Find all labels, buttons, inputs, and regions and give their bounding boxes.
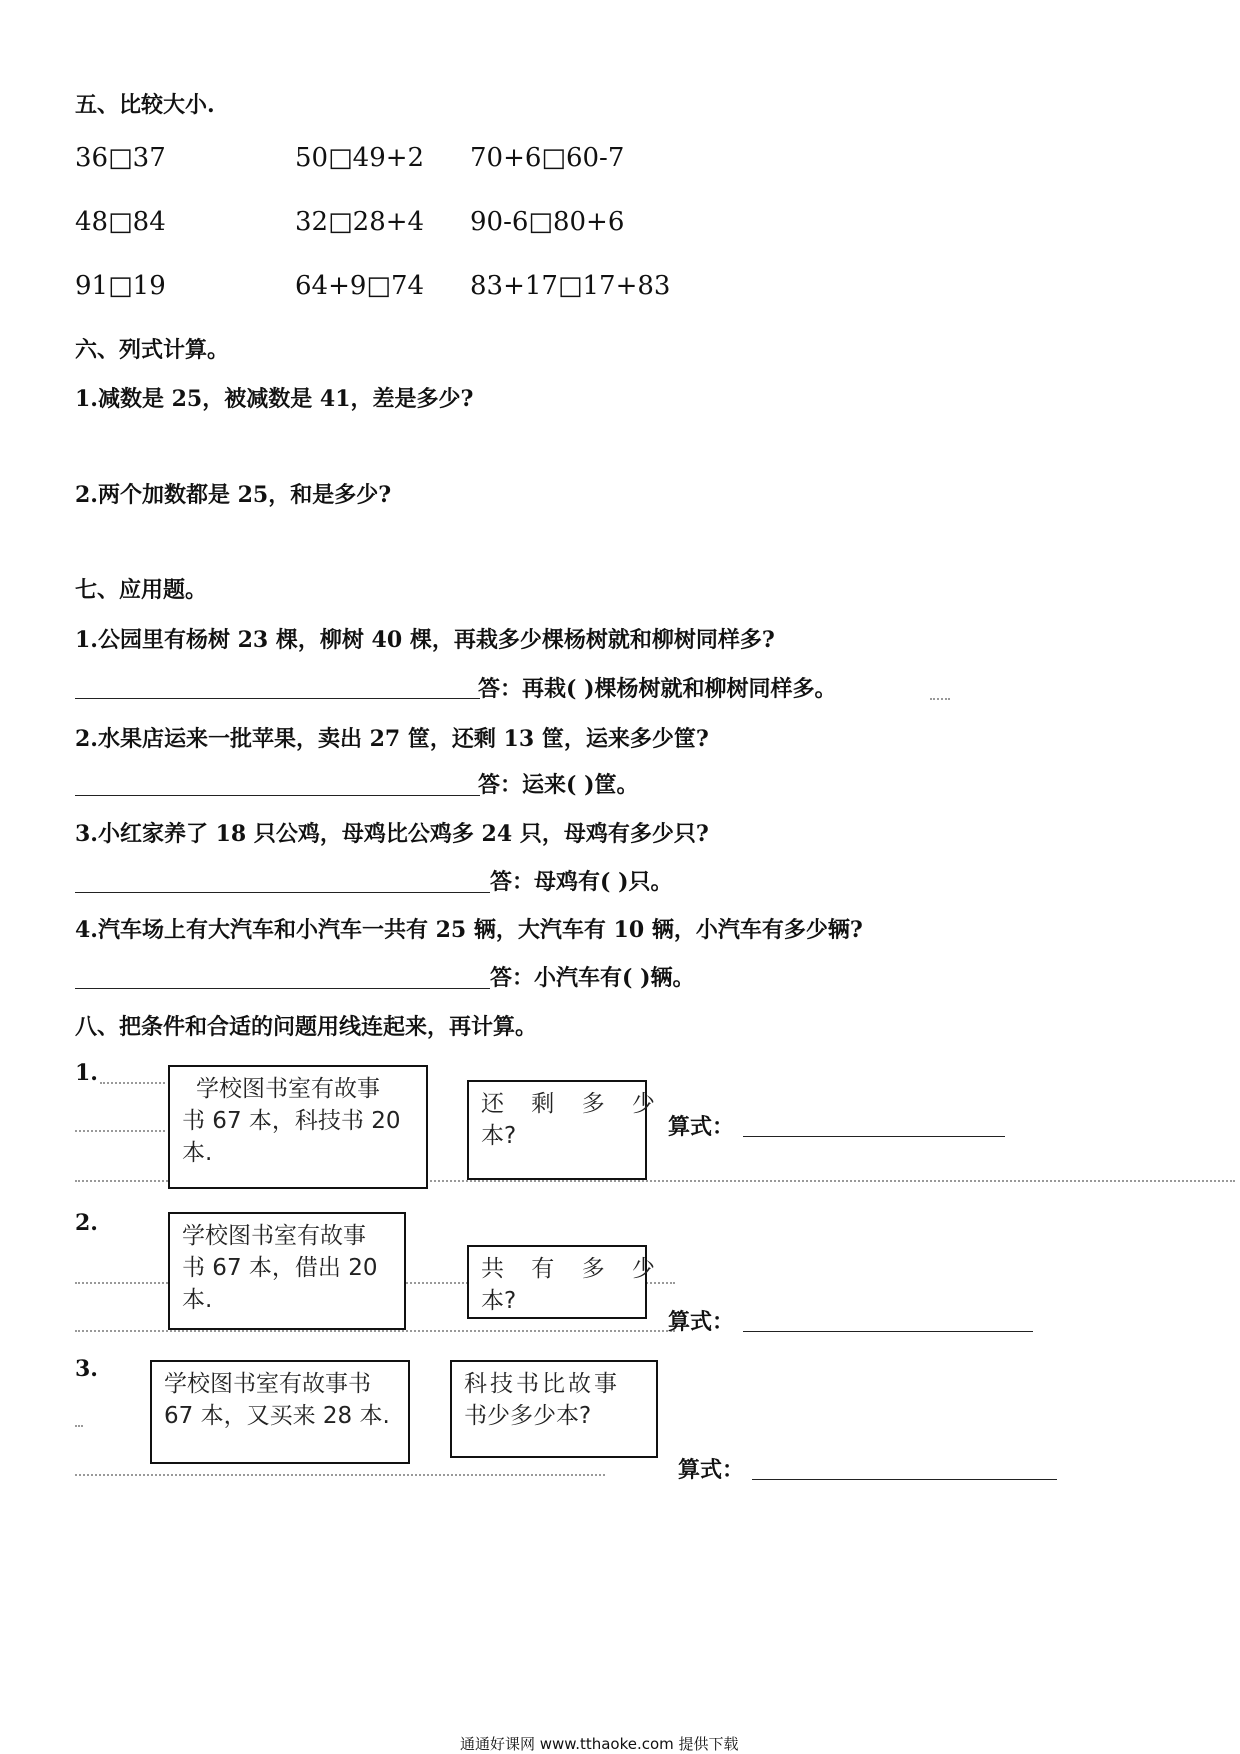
compare-item: 50□49+2	[295, 143, 425, 173]
item-number: 3.	[75, 1356, 98, 1382]
page-footer: 通通好课网 www.tthaoke.com 提供下载	[460, 1735, 739, 1753]
answer-line[interactable]	[75, 698, 480, 699]
section-8-title: 八、把条件和合适的问题用线连起来，再计算。	[75, 1014, 538, 1040]
question-box[interactable]	[467, 1245, 665, 1319]
question-text: 本?	[481, 1123, 517, 1149]
answer-sentence: 答：再栽( )棵杨树就和柳树同样多。	[478, 676, 837, 702]
condition-text: 本.	[182, 1287, 213, 1313]
answer-line[interactable]	[75, 795, 480, 796]
condition-text: 学校图书室有故事	[196, 1076, 380, 1102]
answer-sentence: 答：运来( )筐。	[478, 772, 639, 798]
condition-box[interactable]	[168, 1065, 428, 1189]
dotted-line	[75, 1425, 83, 1427]
section-5-title: 五、比较大小.	[75, 92, 215, 118]
condition-text: 本.	[182, 1140, 213, 1166]
condition-box[interactable]	[150, 1360, 410, 1464]
question-1: 1.减数是 25，被减数是 41，差是多少?	[75, 386, 474, 412]
condition-box[interactable]	[168, 1212, 406, 1330]
formula-label: 算式：	[668, 1114, 735, 1140]
dotted-line	[75, 1130, 165, 1132]
dotted-line	[75, 1474, 605, 1476]
formula-line[interactable]	[743, 1136, 1005, 1137]
answer-line[interactable]	[75, 892, 490, 893]
answer-line[interactable]	[75, 988, 490, 989]
word-problem-2: 2.水果店运来一批苹果，卖出 27 筐，还剩 13 筐，运来多少筐?	[75, 726, 709, 752]
section-7-title: 七、应用题。	[75, 577, 208, 603]
formula-line[interactable]	[743, 1331, 1033, 1332]
dotted-line	[930, 698, 950, 700]
word-problem-3: 3.小红家养了 18 只公鸡，母鸡比公鸡多 24 只，母鸡有多少只?	[75, 821, 709, 847]
item-number: 1.	[75, 1060, 98, 1086]
item-number: 2.	[75, 1210, 98, 1236]
question-text: 共 有 多 少	[481, 1256, 665, 1282]
question-text: 本?	[481, 1288, 517, 1314]
compare-item: 32□28+4	[295, 207, 425, 237]
compare-item: 70+6□60-7	[470, 143, 625, 173]
dotted-line	[100, 1082, 165, 1084]
formula-line[interactable]	[752, 1479, 1057, 1480]
compare-item: 48□84	[75, 207, 166, 237]
word-problem-1: 1.公园里有杨树 23 棵，柳树 40 棵，再栽多少棵杨树就和柳树同样多?	[75, 627, 775, 653]
formula-label: 算式：	[678, 1457, 745, 1483]
question-2: 2.两个加数都是 25，和是多少?	[75, 482, 392, 508]
compare-item: 64+9□74	[295, 271, 425, 301]
formula-label: 算式：	[668, 1309, 735, 1335]
dotted-line	[75, 1330, 675, 1332]
condition-text: 书 67 本，科技书 20	[182, 1108, 401, 1134]
condition-text: 学校图书室有故事	[182, 1223, 366, 1249]
condition-text: 67 本，又买来 28 本.	[164, 1403, 390, 1429]
question-box[interactable]	[450, 1360, 658, 1458]
compare-item: 90-6□80+6	[470, 207, 625, 237]
question-box[interactable]	[467, 1080, 665, 1180]
condition-text: 书 67 本，借出 20	[182, 1255, 378, 1281]
compare-item: 36□37	[75, 143, 166, 173]
section-6-title: 六、列式计算。	[75, 337, 230, 363]
compare-item: 91□19	[75, 271, 166, 301]
answer-sentence: 答：母鸡有( )只。	[490, 869, 673, 895]
question-text: 书少多少本?	[464, 1403, 592, 1429]
condition-text: 学校图书室有故事书	[164, 1371, 371, 1397]
question-text: 科技书比故事	[464, 1371, 620, 1397]
word-problem-4: 4.汽车场上有大汽车和小汽车一共有 25 辆，大汽车有 10 辆，小汽车有多少辆?	[75, 917, 863, 943]
question-text: 还 剩 多 少	[481, 1091, 665, 1117]
compare-item: 83+17□17+83	[470, 271, 671, 301]
answer-sentence: 答：小汽车有( )辆。	[490, 965, 695, 991]
